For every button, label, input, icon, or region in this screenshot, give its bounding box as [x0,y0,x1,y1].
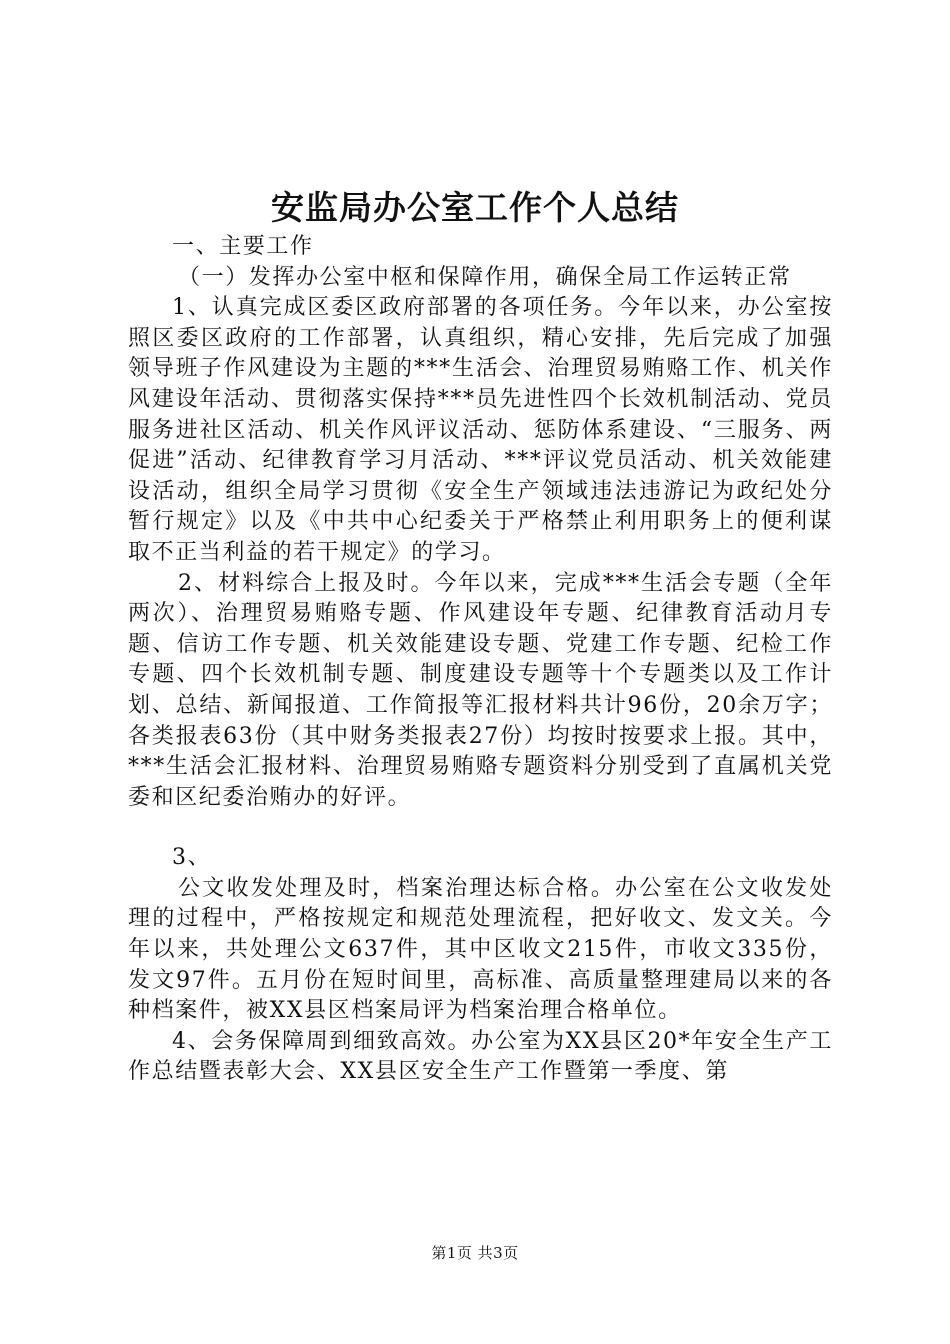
paragraph-3-number: 3、 [172,845,212,871]
blank-line [128,813,833,843]
heading-subsection-1: （一）发挥办公室中枢和保障作用，确保全局工作运转正常 [178,264,792,290]
paragraph-1: 1、认真完成区委区政府部署的各项任务。今年以来，办公室按照区委区政府的工作部署，认真组织，精心安排，先后完成了加强领导班子作风建设为主题的***生活会、治理贸易贿赂工作、机关作风建设年活动、贯彻落实保持***员先进性四个长效机制活动、党员服务进社区活动、机关作风评议活动、惩防体系建设、“三服务、两促进”活动、纪律教育学习月活动、***评议党员活动、机关效能建设活动，组织全局学习贯彻《安全生产领域违法违游记为政纪处分暂行规定》以及《中共中心纪委关于严格禁止利用职务上的便利谋取不正当利益的若干规定》的学习。 [128,295,833,565]
paragraph-4: 4、会务保障周到细致高效。办公室为XX县区20*年安全生产工作总结暨表彰大会、XX县区安全生产工作暨第一季度、第 [128,1028,833,1085]
paragraph-3: 公文收发处理及时，档案治理达标合格。办公室在公文收发处理的过程中，严格按规定和规范处理流程，把好收文、发文关。今年以来，共处理公文637件，其中区收文215件，市收文335份，发文97件。五月份在短时间里，高标准、高质量整理建局以来的各种档案件，被XX县区档案局评为档案治理合格单位。 [128,875,833,1024]
document-body [128,232,833,1088]
paragraph-2: 2、材料综合上报及时。今年以来，完成***生活会专题（全年两次）、治理贸易贿赂专题、作风建设年专题、纪律教育活动月专题、信访工作专题、机关效能建设专题、党建工作专题、纪检工作专题、四个长效机制专题、制度建设专题等十个专题类以及工作计划、总结、新闻报道、工作简报等汇报材料共计96份，20余万字；各类报表63份（其中财务类报表27份）均按时按要求上报。其中，***生活会汇报材料、治理贸易贿赂专题资料分别受到了直属机关党委和区纪委治贿办的好评。 [128,570,833,810]
page-footer: 第1页 共3页 [431,1244,519,1262]
document-title: 安监局办公室工作个人总结 [271,188,679,227]
heading-main-work: 一、主要工作 [172,234,314,259]
